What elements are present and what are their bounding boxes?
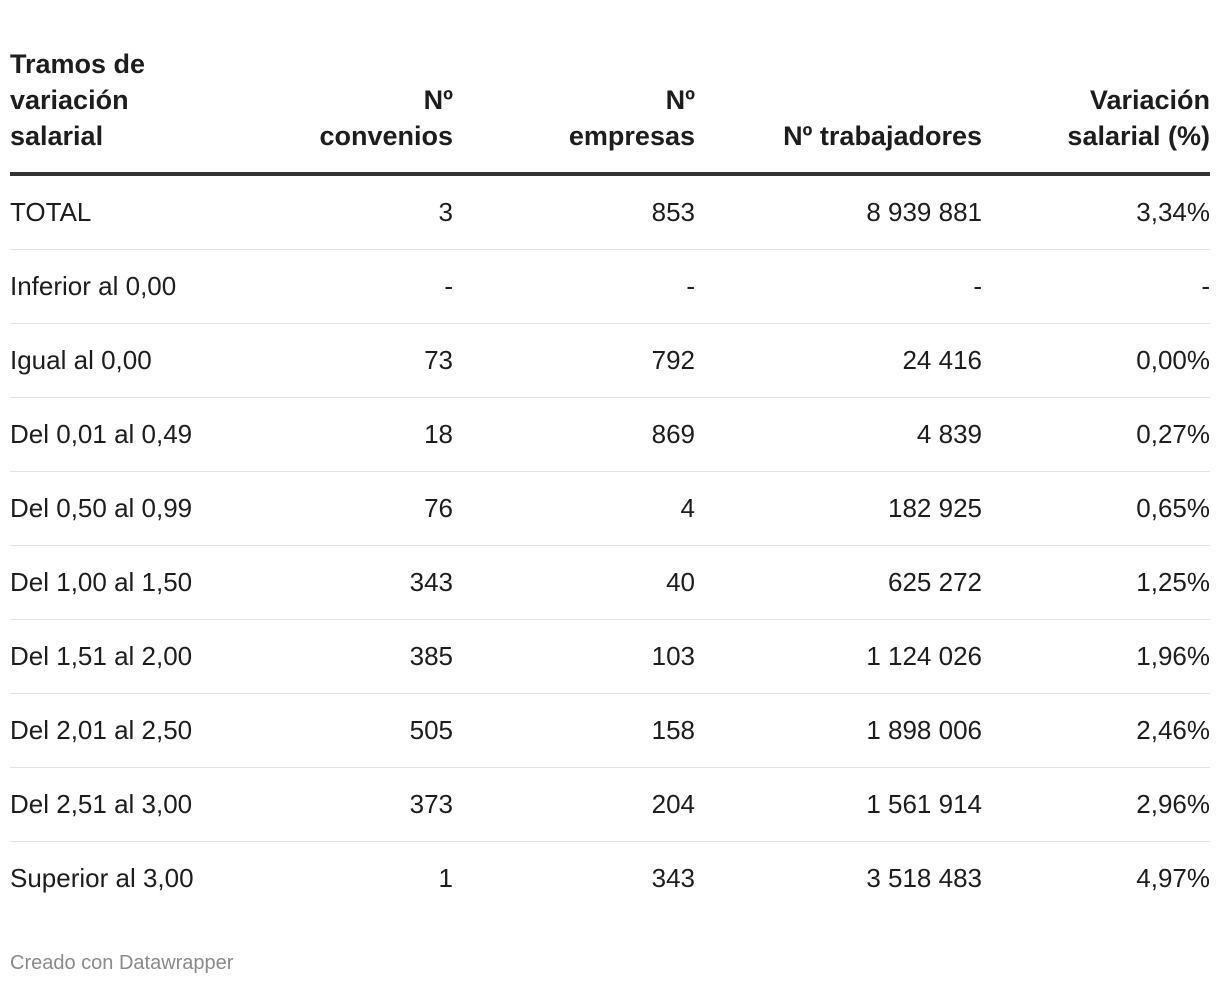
cell-empresas: 869 [453, 398, 695, 472]
cell-trabajadores: 182 925 [695, 472, 982, 546]
cell-empresas: 792 [453, 324, 695, 398]
cell-tramo: TOTAL [10, 174, 270, 250]
cell-variacion: 3,34% [982, 174, 1210, 250]
cell-tramo: Inferior al 0,00 [10, 250, 270, 324]
footer-credit: Creado con Datawrapper [10, 952, 234, 974]
data-table-container [10, 46, 1210, 915]
cell-empresas: 158 [453, 694, 695, 768]
table-row [10, 768, 1210, 842]
cell-variacion: 0,00% [982, 324, 1210, 398]
cell-empresas: 343 [651, 863, 695, 893]
cell-variacion: 0,27% [982, 398, 1210, 472]
cell-convenios: 76 [270, 472, 453, 546]
cell-convenios: 73 [270, 324, 453, 398]
cell-variacion: 2,96% [982, 768, 1210, 842]
cell-convenios: 3 [270, 174, 453, 250]
cell-variacion: 4,97% [1136, 863, 1210, 893]
cell-trabajadores: 4 839 [695, 398, 982, 472]
cell-tramo: Del 0,50 al 0,99 [10, 472, 270, 546]
cell-variacion: 1,96% [982, 620, 1210, 694]
column-header-variacion: Variación salarial (%) [982, 46, 1210, 174]
table-body [10, 174, 1210, 915]
cell-tramo: Del 0,01 al 0,49 [10, 398, 270, 472]
cell-trabajadores: 625 272 [695, 546, 982, 620]
cell-empresas: 103 [453, 620, 695, 694]
cell-tramo: Del 2,01 al 2,50 [10, 694, 270, 768]
cell-convenios: 373 [270, 768, 453, 842]
data-table [10, 46, 1210, 915]
cell-tramo: Superior al 3,00 [10, 863, 194, 893]
cell-trabajadores: 8 939 881 [695, 174, 982, 250]
cell-empresas: - [453, 250, 695, 324]
table-row [10, 842, 1210, 916]
cell-empresas: 4 [453, 472, 695, 546]
table-header-row [10, 46, 1210, 174]
cell-convenios: - [270, 250, 453, 324]
table-row [10, 174, 1210, 250]
cell-tramo: Del 2,51 al 3,00 [10, 768, 270, 842]
table-row [10, 472, 1210, 546]
table-row [10, 250, 1210, 324]
cell-trabajadores: 1 898 006 [695, 694, 982, 768]
table-row [10, 620, 1210, 694]
cell-convenios: 385 [270, 620, 453, 694]
cell-trabajadores: 1 124 026 [695, 620, 982, 694]
cell-trabajadores: 24 416 [695, 324, 982, 398]
cell-tramo: Del 1,51 al 2,00 [10, 620, 270, 694]
cell-convenios: 18 [270, 398, 453, 472]
cell-empresas: 204 [453, 768, 695, 842]
cell-convenios: 505 [270, 694, 453, 768]
cell-variacion: 2,46% [982, 694, 1210, 768]
cell-trabajadores: 1 561 914 [695, 768, 982, 842]
column-header-empresas: Nº empresas [453, 46, 695, 174]
cell-trabajadores: - [695, 250, 982, 324]
cell-convenios: 343 [270, 546, 453, 620]
cell-variacion: 0,65% [982, 472, 1210, 546]
cell-convenios: 1 [438, 863, 453, 893]
table-row [10, 546, 1210, 620]
cell-variacion: 1,25% [982, 546, 1210, 620]
cell-tramo: Igual al 0,00 [10, 324, 270, 398]
column-header-tramos: Tramos de variación salarial [10, 46, 270, 174]
cell-tramo: Del 1,00 al 1,50 [10, 546, 270, 620]
table-row [10, 694, 1210, 768]
table-row [10, 398, 1210, 472]
cell-empresas: 40 [453, 546, 695, 620]
column-header-trabajadores: Nº trabajadores [695, 46, 982, 174]
cell-variacion: - [982, 250, 1210, 324]
table-row [10, 324, 1210, 398]
cell-empresas: 853 [453, 174, 695, 250]
column-header-convenios: Nº convenios [270, 46, 453, 174]
cell-trabajadores: 3 518 483 [866, 863, 982, 893]
